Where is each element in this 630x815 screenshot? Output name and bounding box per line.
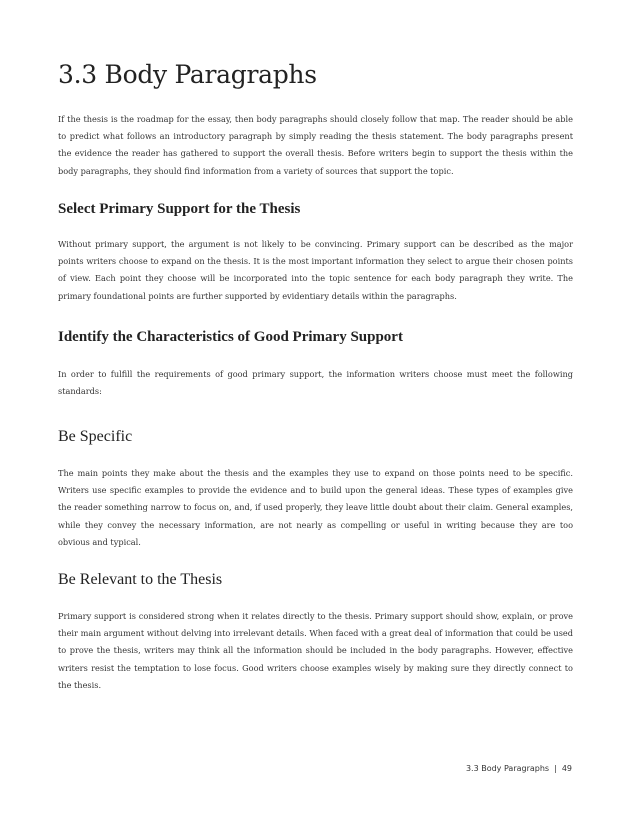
intro-paragraph: If the thesis is the roadmap for the essay, then body paragraphs should closely follow that map. The reader should be able to predict what follows an introductory paragraph by simply reading the thesis statement. The body paragraphs present the evidence the reader has gathered to support the overall thesis. Before writers begin to support the thesis within the body paragraphs, they should find information from a variety of sources that support the topic.	[58, 114, 573, 176]
primary-support-paragraph: Without primary support, the argument is not likely to be convincing. Primary support can be described as the major points writers choose to expand on the thesis. It is the most important information they select to argue their chosen points of view. Each point they choose will be incorporated into the topic sentence for each body paragraph they write. The primary foundational points are further supported by evidentiary details within the paragraphs.	[58, 239, 573, 301]
section-heading-characteristics: Identify the Characteristics of Good Primary Support	[58, 329, 403, 345]
characteristics-paragraph: In order to fulfill the requirements of good primary support, the information writers choose must meet the following standards:	[58, 369, 573, 397]
page-title: 3.3 Body Paragraphs	[58, 60, 317, 89]
footer-running-title: 3.3 Body Paragraphs	[465, 764, 550, 773]
footer-separator: |	[554, 764, 557, 773]
page-footer	[466, 764, 572, 773]
subsection-heading-be-relevant: Be Relevant to the Thesis	[58, 571, 223, 588]
footer-page-number: 49	[561, 764, 572, 773]
section-heading-primary-support: Select Primary Support for the Thesis	[58, 201, 301, 217]
subsection-heading-be-specific: Be Specific	[58, 428, 133, 445]
be-relevant-paragraph: Primary support is considered strong when it relates directly to the thesis. Primary support should show, explain, or prove their main argument without delving into irrelevant details. When faced with a great deal of information that could be used to prove the thesis, writers may think all the information should be included in the body paragraphs. However, effective writers resist the temptation to lose focus. Good writers choose examples wisely by making sure they directly connect to the thesis.	[58, 611, 573, 690]
be-specific-paragraph: The main points they make about the thesis and the examples they use to expand on those points need to be specific. Writers use specific examples to provide the evidence and to build upon the general ideas. These types of examples give the reader something narrow to focus on, and, if used properly, they leave little doubt about their claim. General examples, while they convey the necessary information, are not nearly as compelling or useful in writing because they are too obvious and typical.	[58, 468, 573, 547]
